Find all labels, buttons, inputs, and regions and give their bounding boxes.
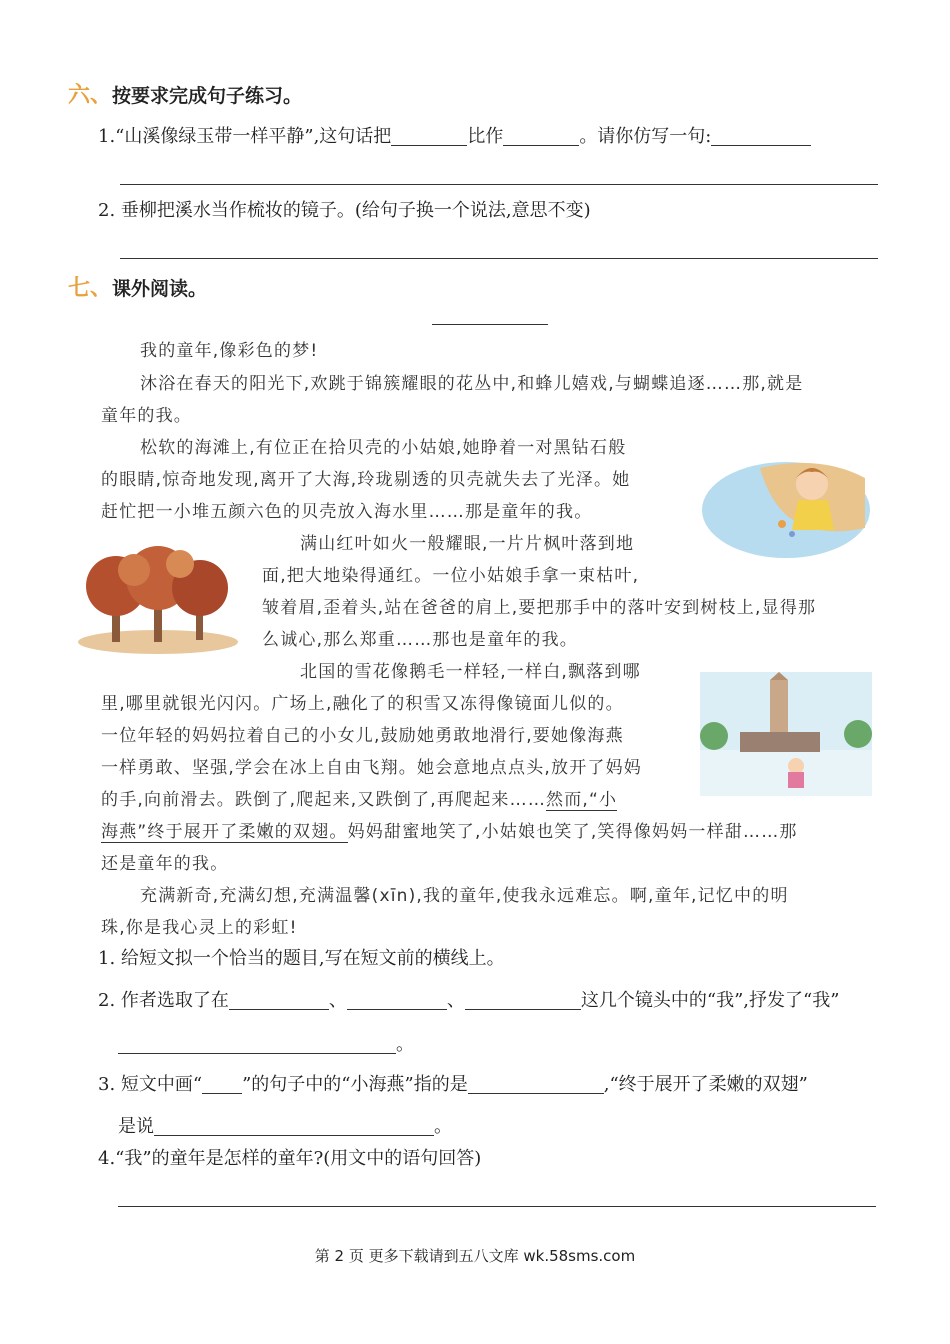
passage-line [101,785,617,810]
passage-line: 我的童年,像彩色的梦! [140,341,319,361]
q-text: 比作 [467,126,504,147]
ice-plaza-illustration [700,672,872,796]
q-text: 是说 [118,1116,154,1137]
question-7-3 [98,1070,808,1096]
answer-blank[interactable] [465,991,581,1010]
passage-line: 松软的海滩上,有位正在拾贝壳的小姑娘,她睁着一对黑钻石般 [140,438,627,458]
passage-line: 满山红叶如火一般耀眼,一片片枫叶落到地 [300,534,635,554]
q-text: 。 [396,1034,414,1055]
answer-blank[interactable] [347,991,447,1010]
passage-line: 充满新奇,充满幻想,充满温馨(xīn),我的童年,使我永远难忘。啊,童年,记忆中的明 [140,886,789,906]
q-text: ”的句子中的“小海燕”指的是 [242,1074,468,1095]
passage-line: 的眼睛,惊奇地发现,离开了大海,玲珑剔透的贝壳就失去了光泽。她 [101,470,631,490]
section-7-heading [68,271,207,302]
passage-line: 一样勇敢、坚强,学会在冰上自由飞翔。她会意地点点头,放开了妈妈 [101,758,643,778]
q-text: 、 [446,990,465,1011]
question-7-4: 4.“我”的童年是怎样的童年?(用文中的语句回答) [98,1148,482,1169]
question-6-1 [98,122,811,148]
section-6-heading [68,78,302,109]
title-blank-line[interactable] [432,324,548,325]
answer-blank[interactable] [711,127,811,146]
answer-blank[interactable] [229,991,329,1010]
q-text: 2. 作者选取了在 [98,990,229,1011]
passage-line: 还是童年的我。 [101,854,229,874]
passage-line: 沐浴在春天的阳光下,欢跳于锦簇耀眼的花丛中,和蜂儿嬉戏,与蝴蝶追逐……那,就是 [140,374,804,394]
underlined-sentence: 海燕”终于展开了柔嫩的双翅。 [101,822,348,842]
passage-line: 一位年轻的妈妈拉着自己的小女儿,鼓励她勇敢地滑行,要她像海燕 [101,726,624,746]
q-text: 。 [434,1116,452,1137]
answer-blank[interactable] [503,127,579,146]
answer-blank[interactable] [154,1117,434,1136]
passage-line [101,817,798,842]
passage-line: 赶忙把一小堆五颜六色的贝壳放入海水里……那是童年的我。 [101,502,593,522]
answer-line[interactable] [120,258,878,259]
answer-line[interactable] [118,1206,876,1207]
passage-text: 的手,向前滑去。跌倒了,爬起来,又跌倒了,再爬起来…… [101,790,547,810]
answer-blank[interactable] [118,1035,396,1054]
passage-text: 妈妈甜蜜地笑了,小姑娘也笑了,笑得像妈妈一样甜……那 [347,822,798,842]
passage-line: 珠,你是我心灵上的彩虹! [101,918,298,938]
q-text: 这几个镜头中的“我”,抒发了“我” [580,990,840,1011]
section-number: 七、 [68,276,113,301]
q-text: 1.“山溪像绿玉带一样平静”,这句话把 [98,126,392,147]
question-6-2: 2. 垂柳把溪水当作梳妆的镜子。(给句子换一个说法,意思不变) [98,200,591,221]
question-7-2-cont [118,1030,414,1056]
passage-line: 面,把大地染得通红。一位小姑娘手拿一束枯叶, [262,566,640,586]
maple-trees-illustration [70,534,240,658]
section-title: 课外阅读。 [112,278,208,300]
page-footer: 第 2 页 更多下载请到五八文库 wk.58sms.com [314,1247,636,1265]
q-text: 、 [328,990,347,1011]
passage-line: 么诚心,那么郑重……那也是童年的我。 [262,630,579,650]
beach-girl-illustration [700,448,872,560]
underlined-sentence: 然而,“小 [546,790,618,810]
section-title: 按要求完成句子练习。 [112,85,303,107]
q-text: 。请你仿写一句: [579,126,712,147]
q-text: ,“终于展开了柔嫩的双翅” [603,1074,808,1095]
q-text: 3. 短文中画“ [98,1074,203,1095]
answer-line[interactable] [120,184,878,185]
question-7-3-cont [118,1112,452,1138]
section-number: 六、 [68,83,113,108]
answer-blank[interactable] [391,127,467,146]
passage-line: 里,哪里就银光闪闪。广场上,融化了的积雪又冻得像镜面儿似的。 [101,694,624,714]
passage-line: 北国的雪花像鹅毛一样轻,一样白,飘落到哪 [300,662,641,682]
answer-blank[interactable] [202,1075,242,1094]
answer-blank[interactable] [468,1075,604,1094]
passage-line: 童年的我。 [101,406,192,426]
passage-line: 皱着眉,歪着头,站在爸爸的肩上,要把那手中的落叶安到树枝上,显得那 [262,598,817,618]
question-7-1: 1. 给短文拟一个恰当的题目,写在短文前的横线上。 [98,948,505,969]
question-7-2 [98,986,839,1012]
